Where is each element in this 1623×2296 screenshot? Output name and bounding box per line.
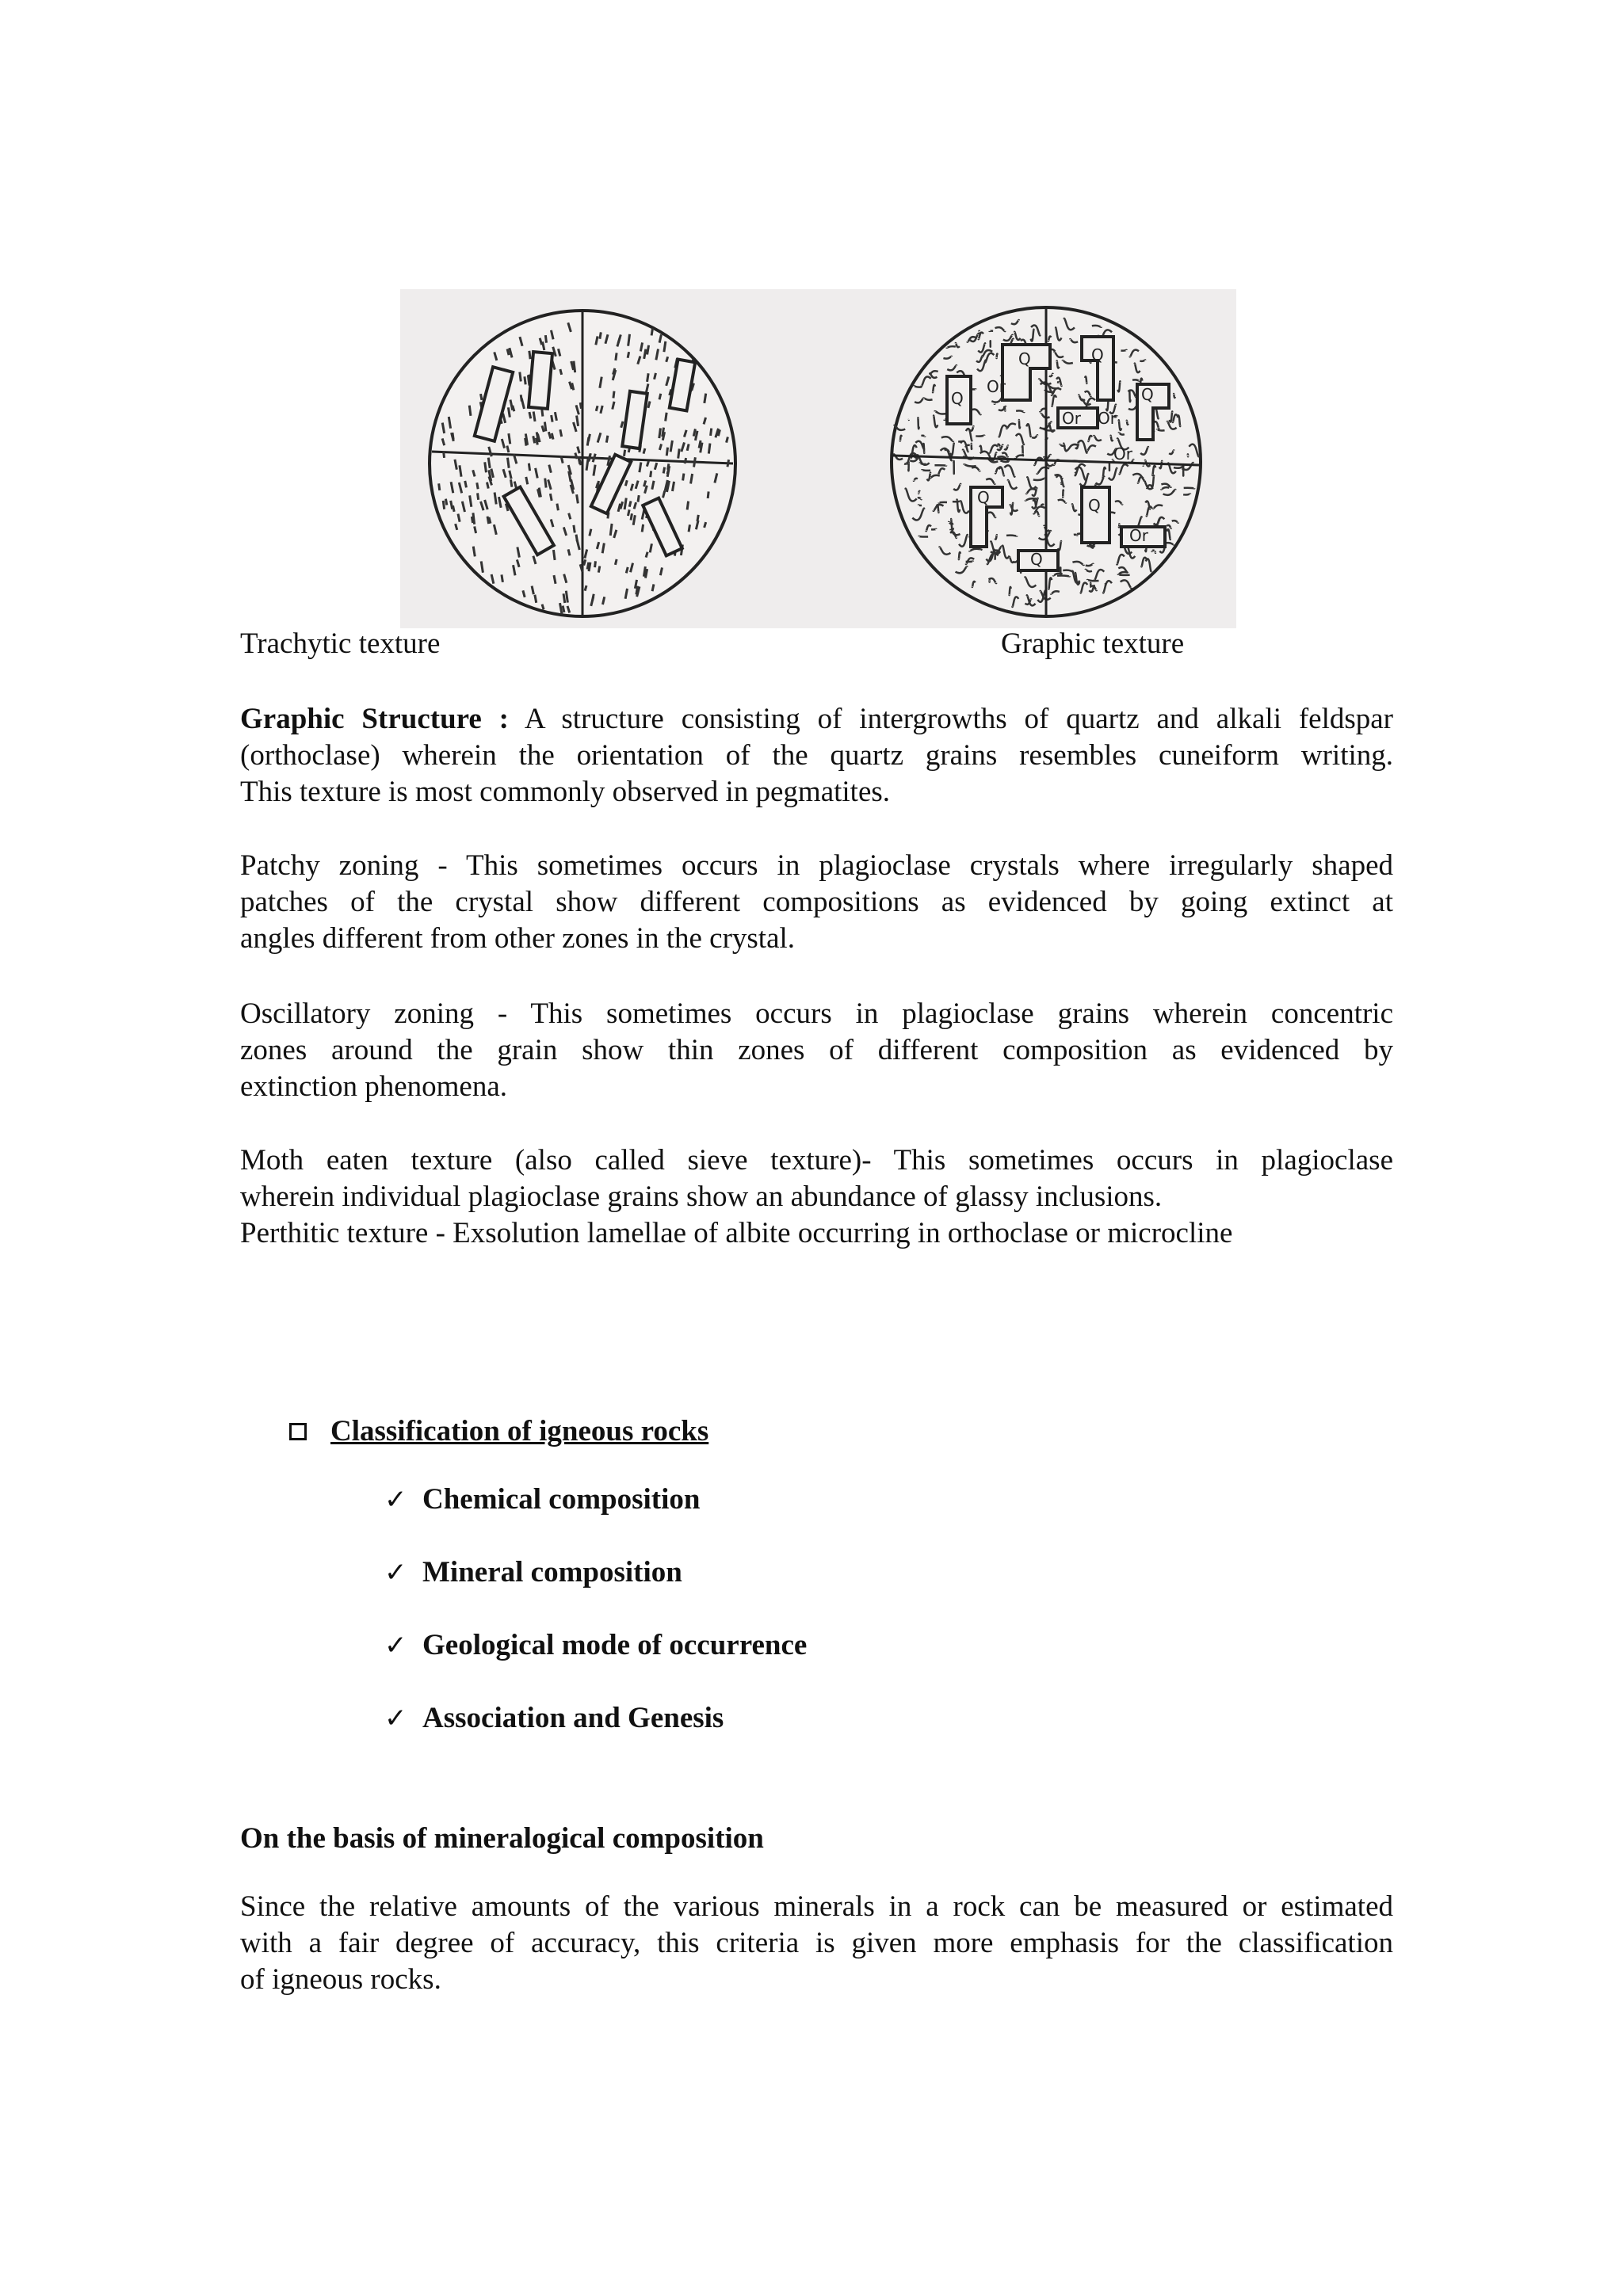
hatch-mark <box>691 474 693 484</box>
squiggle-mark <box>1022 446 1023 454</box>
classification-item-label: Chemical composition <box>422 1483 701 1516</box>
graphic-label: Q <box>1141 385 1154 404</box>
squiggle-mark <box>1057 575 1070 576</box>
classification-item <box>384 1482 700 1518</box>
hatch-mark <box>550 494 552 501</box>
hatch-mark <box>545 479 546 488</box>
hatch-mark <box>566 591 567 603</box>
hatch-mark <box>569 513 571 520</box>
hatch-mark <box>451 501 453 509</box>
hatch-mark <box>536 438 537 445</box>
hatch-mark <box>687 502 688 510</box>
graphic-label: Q <box>977 488 990 507</box>
hatch-mark <box>568 549 570 555</box>
graphic-label: Or <box>1098 409 1117 428</box>
hatch-mark <box>589 453 590 460</box>
hatch-mark <box>663 467 664 474</box>
hatch-mark <box>659 428 661 438</box>
hatch-mark <box>526 477 528 484</box>
hatch-mark <box>636 586 638 595</box>
hatch-mark <box>470 495 472 506</box>
hatch-mark <box>511 479 512 486</box>
classification-item <box>384 1554 682 1591</box>
hatch-mark <box>616 353 617 360</box>
hatch-mark <box>520 372 521 382</box>
graphic-label: Q <box>1091 345 1104 364</box>
classification-item <box>384 1700 724 1737</box>
hatch-mark <box>475 526 476 533</box>
hatch-mark <box>640 342 642 351</box>
hatch-mark <box>509 433 510 444</box>
hatch-mark <box>507 458 509 468</box>
hatch-mark <box>596 406 598 411</box>
hatch-mark <box>481 394 482 400</box>
hatch-mark <box>638 495 639 502</box>
graphic-texture-drawing <box>892 307 1201 616</box>
hatch-mark <box>533 411 535 421</box>
hatch-mark <box>465 481 467 487</box>
text-line: A structure consisting of intergrowths of quartz and alkali feldspar <box>509 703 1394 735</box>
hatch-mark <box>584 559 586 565</box>
hatch-mark <box>574 525 575 533</box>
patchy-zoning-paragraph <box>240 848 1393 957</box>
hatch-mark <box>647 461 648 467</box>
hatch-mark <box>625 480 627 486</box>
squiggle-mark <box>922 470 930 471</box>
text-line: wherein individual plagioclase grains show an abundance of glassy inclusions. <box>240 1180 1163 1213</box>
hatch-mark <box>600 332 601 338</box>
text-line: of igneous rocks. <box>240 1963 441 1996</box>
hatch-mark <box>595 561 596 567</box>
mineralogical-heading: On the basis of mineralogical composition <box>240 1822 764 1855</box>
graphic-label: Q <box>1030 550 1043 569</box>
text-line: extinction phenomena. <box>240 1070 508 1103</box>
hatch-mark <box>673 482 674 491</box>
hatch-mark <box>683 474 684 481</box>
text-line: with a fair degree of accuracy, this criteria is given more emphasis for the classification <box>240 1927 1393 1959</box>
hatch-mark <box>574 361 575 372</box>
hatch-mark <box>579 456 580 464</box>
hatch-mark <box>560 429 562 437</box>
hatch-mark <box>553 550 555 560</box>
hatch-mark <box>705 522 706 528</box>
hatch-mark <box>585 585 586 591</box>
hatch-mark <box>643 448 645 454</box>
hatch-mark <box>563 593 565 603</box>
hatch-mark <box>648 402 650 408</box>
hatch-mark <box>629 501 631 506</box>
hatch-mark <box>655 373 656 379</box>
hatch-mark <box>613 391 614 399</box>
classification-item-label: Mineral composition <box>422 1556 682 1589</box>
squiggle-mark <box>914 386 922 387</box>
classification-item <box>384 1627 807 1664</box>
graphic-label: Or <box>987 377 1006 396</box>
hatch-mark <box>552 433 553 440</box>
hatch-mark <box>664 341 666 352</box>
hatch-mark <box>507 446 509 452</box>
hatch-mark <box>572 383 574 390</box>
moth-eaten-paragraph <box>240 1142 1393 1252</box>
hatch-mark <box>535 595 537 603</box>
hatch-mark <box>666 357 668 362</box>
hatch-mark <box>685 458 686 463</box>
hatch-mark <box>443 501 444 509</box>
squiggle-mark <box>1184 488 1195 489</box>
graphic-structure-paragraph <box>240 701 1393 810</box>
squiggle-mark <box>1157 429 1165 430</box>
hatch-mark <box>687 444 689 450</box>
text-line: Oscillatory zoning - This sometimes occurs in plagioclase grains wherein concentric <box>240 997 1393 1030</box>
hatch-mark <box>445 499 446 505</box>
hatch-mark <box>659 394 661 400</box>
graphic-label: Or <box>1062 409 1081 428</box>
hatch-mark <box>694 457 696 467</box>
hatch-mark <box>577 494 579 503</box>
hatch-mark <box>439 483 440 490</box>
check-mark-icon: ✓ <box>384 1557 407 1589</box>
texture-illustration <box>400 289 1236 628</box>
hatch-mark <box>598 566 599 572</box>
hatch-mark <box>557 504 558 511</box>
classification-item-label: Association and Genesis <box>422 1702 724 1734</box>
texture-figure <box>400 289 1236 628</box>
hatch-mark <box>628 334 630 346</box>
hatch-mark <box>544 422 545 432</box>
caption-graphic: Graphic texture <box>1001 627 1185 660</box>
hatch-mark <box>647 345 649 355</box>
caption-trachytic: Trachytic texture <box>240 627 441 660</box>
text-line: Patchy zoning - This sometimes occurs in plagioclase crystals where irregularly shaped <box>240 849 1393 882</box>
hatch-mark <box>460 465 461 476</box>
hatch-mark <box>533 436 535 443</box>
hatch-mark <box>711 429 712 436</box>
squiggle-mark <box>1063 490 1064 498</box>
hatch-mark <box>487 482 488 489</box>
mineralogical-paragraph <box>240 1889 1393 1998</box>
hatch-mark <box>626 567 628 573</box>
hatch-mark <box>678 448 679 458</box>
squiggle-mark <box>1129 391 1130 402</box>
hatch-mark <box>545 335 546 343</box>
hatch-mark <box>697 515 698 521</box>
hatch-mark <box>456 524 457 530</box>
hatch-mark <box>580 402 581 409</box>
hatch-mark <box>606 436 608 443</box>
hatch-mark <box>495 492 496 504</box>
hatch-mark <box>651 328 652 335</box>
hatch-mark <box>624 498 626 509</box>
hatch-mark <box>663 428 664 437</box>
hatch-mark <box>507 349 509 355</box>
checkbox-bullet-icon <box>289 1423 307 1440</box>
hatch-mark <box>560 369 562 375</box>
hatch-mark <box>647 373 649 382</box>
squiggle-mark <box>1132 379 1140 380</box>
hatch-mark <box>596 483 598 489</box>
hatch-mark <box>488 458 490 468</box>
hatch-mark <box>555 412 556 421</box>
hatch-mark <box>508 407 510 417</box>
hatch-mark <box>652 584 654 591</box>
hatch-mark <box>590 529 591 536</box>
hatch-mark <box>666 448 667 456</box>
hatch-mark <box>453 505 454 512</box>
hatch-mark <box>458 514 460 522</box>
hatch-mark <box>643 566 645 577</box>
text-line: patches of the crystal show different compositions as evidenced by going extinct at <box>240 886 1393 918</box>
hatch-mark <box>666 413 667 421</box>
hatch-mark <box>589 563 590 571</box>
hatch-mark <box>477 482 478 489</box>
text-line: Since the relative amounts of the various minerals in a rock can be measured or estimated <box>240 1890 1393 1923</box>
trachytic-texture-drawing <box>430 311 735 616</box>
text-line: angles different from other zones in the crystal. <box>240 922 796 955</box>
hatch-mark <box>529 351 530 359</box>
graphic-label: Or <box>1113 444 1132 463</box>
classification-item-label: Geological mode of occurrence <box>422 1629 808 1661</box>
hatch-mark <box>646 552 647 558</box>
hatch-mark <box>489 517 491 524</box>
text-line: zones around the grain show thin zones of different composition as evidenced by <box>240 1034 1393 1066</box>
graphic-label: Q <box>1088 496 1101 515</box>
hatch-mark <box>699 441 701 448</box>
graphic-label: Q <box>1018 349 1031 368</box>
hatch-mark <box>693 429 695 436</box>
hatch-mark <box>705 394 706 403</box>
hatch-mark <box>473 547 475 557</box>
check-mark-icon: ✓ <box>384 1703 407 1734</box>
hatch-mark <box>529 412 531 418</box>
hatch-mark <box>554 575 556 584</box>
hatch-mark <box>444 452 445 458</box>
hatch-mark <box>650 543 651 552</box>
hatch-mark <box>659 444 661 449</box>
hatch-mark <box>640 463 641 473</box>
hatch-mark <box>642 524 643 532</box>
hatch-mark <box>727 437 728 443</box>
hatch-mark <box>628 509 629 516</box>
hatch-mark <box>469 406 471 416</box>
hatch-mark <box>708 444 710 454</box>
text-line: Perthitic texture - Exsolution lamellae of albite occurring in orthoclase or microcline <box>240 1217 1233 1249</box>
squiggle-mark <box>939 502 947 503</box>
graphic-structure-label: Graphic Structure : <box>240 703 510 735</box>
hatch-mark <box>727 460 729 467</box>
hatch-mark <box>660 567 662 575</box>
classification-section <box>289 1413 708 1450</box>
classification-title: Classification of igneous rocks <box>330 1415 709 1447</box>
text-line: (orthoclase) wherein the orientation of the quartz grains resembles cuneiform writing. <box>240 739 1393 772</box>
hatch-mark <box>615 559 617 565</box>
squiggle-mark <box>976 436 984 437</box>
hatch-mark <box>542 605 544 609</box>
hatch-mark <box>631 513 632 520</box>
hatch-mark <box>644 480 646 486</box>
oscillatory-zoning-paragraph <box>240 996 1393 1105</box>
hatch-mark <box>602 543 604 553</box>
check-mark-icon: ✓ <box>384 1630 407 1661</box>
check-mark-icon: ✓ <box>384 1484 407 1516</box>
text-line: Moth eaten texture (also called sieve texture)- This sometimes occurs in plagioclase <box>240 1144 1393 1177</box>
hatch-mark <box>485 462 487 472</box>
text-line: This texture is most commonly observed in pegmatites. <box>240 776 891 808</box>
hatch-mark <box>563 606 564 612</box>
hatch-mark <box>577 416 579 426</box>
graphic-label: Or <box>1129 526 1148 545</box>
squiggle-mark <box>1087 580 1098 581</box>
hatch-mark <box>610 524 612 536</box>
hatch-mark <box>478 493 479 499</box>
graphic-label: Q <box>951 389 964 408</box>
squiggle-mark <box>1019 420 1020 428</box>
hatch-mark <box>587 437 589 446</box>
